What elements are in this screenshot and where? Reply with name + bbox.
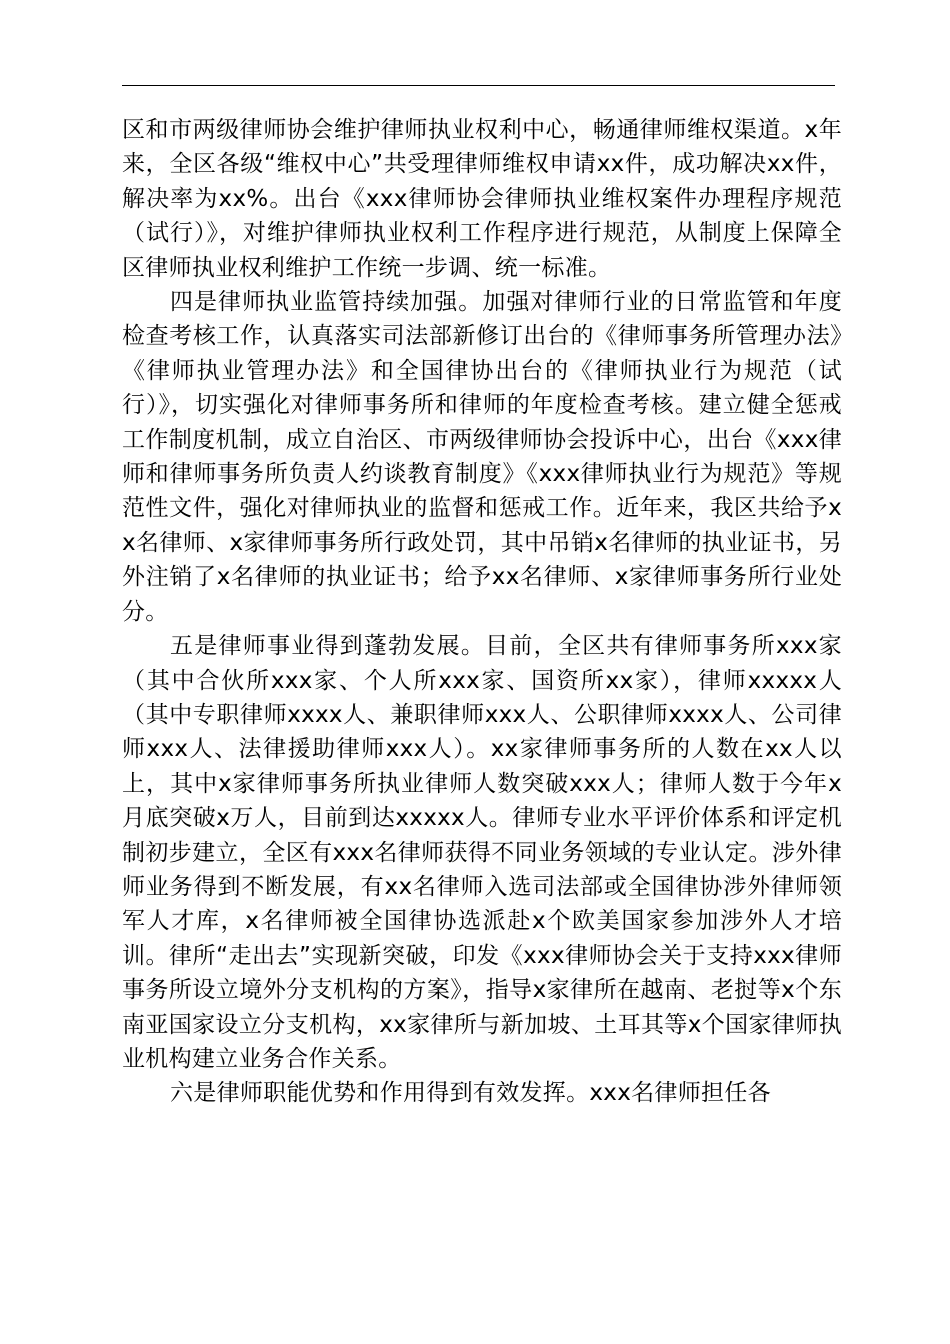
- header-rule: [122, 85, 835, 86]
- paragraph-2: 四是律师执业监管持续加强。加强对律师行业的日常监管和年度检查考核工作，认真落实司法部新修订出台的《律师事务所管理办法》《律师执业管理办法》和全国律协出台的《律师执业行为规范（试行）》，切实强化对律师事务所和律师的年度检查考核。建立健全惩戒工作制度机制，成立自治区、市两级律师协会投诉中心，出台《xxx律师和律师事务所负责人约谈教育制度》《xxx律师执业行为规范》等规范性文件，强化对律师执业的监督和惩戒工作。近年来，我区共给予xx名律师、x家律师事务所行政处罚，其中吊销x名律师的执业证书，另外注销了x名律师的执业证书；给予xx名律师、x家律师事务所行业处分。: [122, 289, 842, 625]
- paragraph-3: 五是律师事业得到蓬勃发展。目前，全区共有律师事务所xxx家（其中合伙所xxx家、个人所xxx家、国资所xx家），律师xxxxx人（其中专职律师xxxx人、兼职律师xxx人、公职律师xxxx人、公司律师xxx人、法律援助律师xxx人）。xx家律师事务所的人数在xx人以上，其中x家律师事务所执业律师人数突破xxx人；律师人数于今年x月底突破x万人，目前到达xxxxx人。律师专业水平评价体系和评定机制初步建立，全区有xxx名律师获得不同业务领域的专业认定。涉外律师业务得到不断发展，有xx名律师入选司法部或全国律协涉外律师领军人才库，x名律师被全国律协选派赴x个欧美国家参加涉外人才培训。律所“走出去”实现新突破，印发《xxx律师协会关于支持xxx律师事务所设立境外分支机构的方案》，指导x家律所在越南、老挝等x个东南亚国家设立分支机构，xx家律所与新加坡、土耳其等x个国家律师执业机构建立业务合作关系。: [122, 633, 842, 1072]
- paragraph-4: 六是律师职能优势和作用得到有效发挥。xxx名律师担任各: [170, 1080, 771, 1107]
- paragraph-1: 区和市两级律师协会维护律师执业权利中心，畅通律师维权渠道。x年来，全区各级“维权中心”共受理律师维权申请xx件，成功解决xx件，解决率为xx%。出台《xxx律师协会律师执业维权案件办理程序规范（试行）》，对维护律师执业权利工作程序进行规范，从制度上保障全区律师执业权利维护工作统一步调、统一标准。: [122, 117, 842, 281]
- document-body: [122, 113, 842, 1111]
